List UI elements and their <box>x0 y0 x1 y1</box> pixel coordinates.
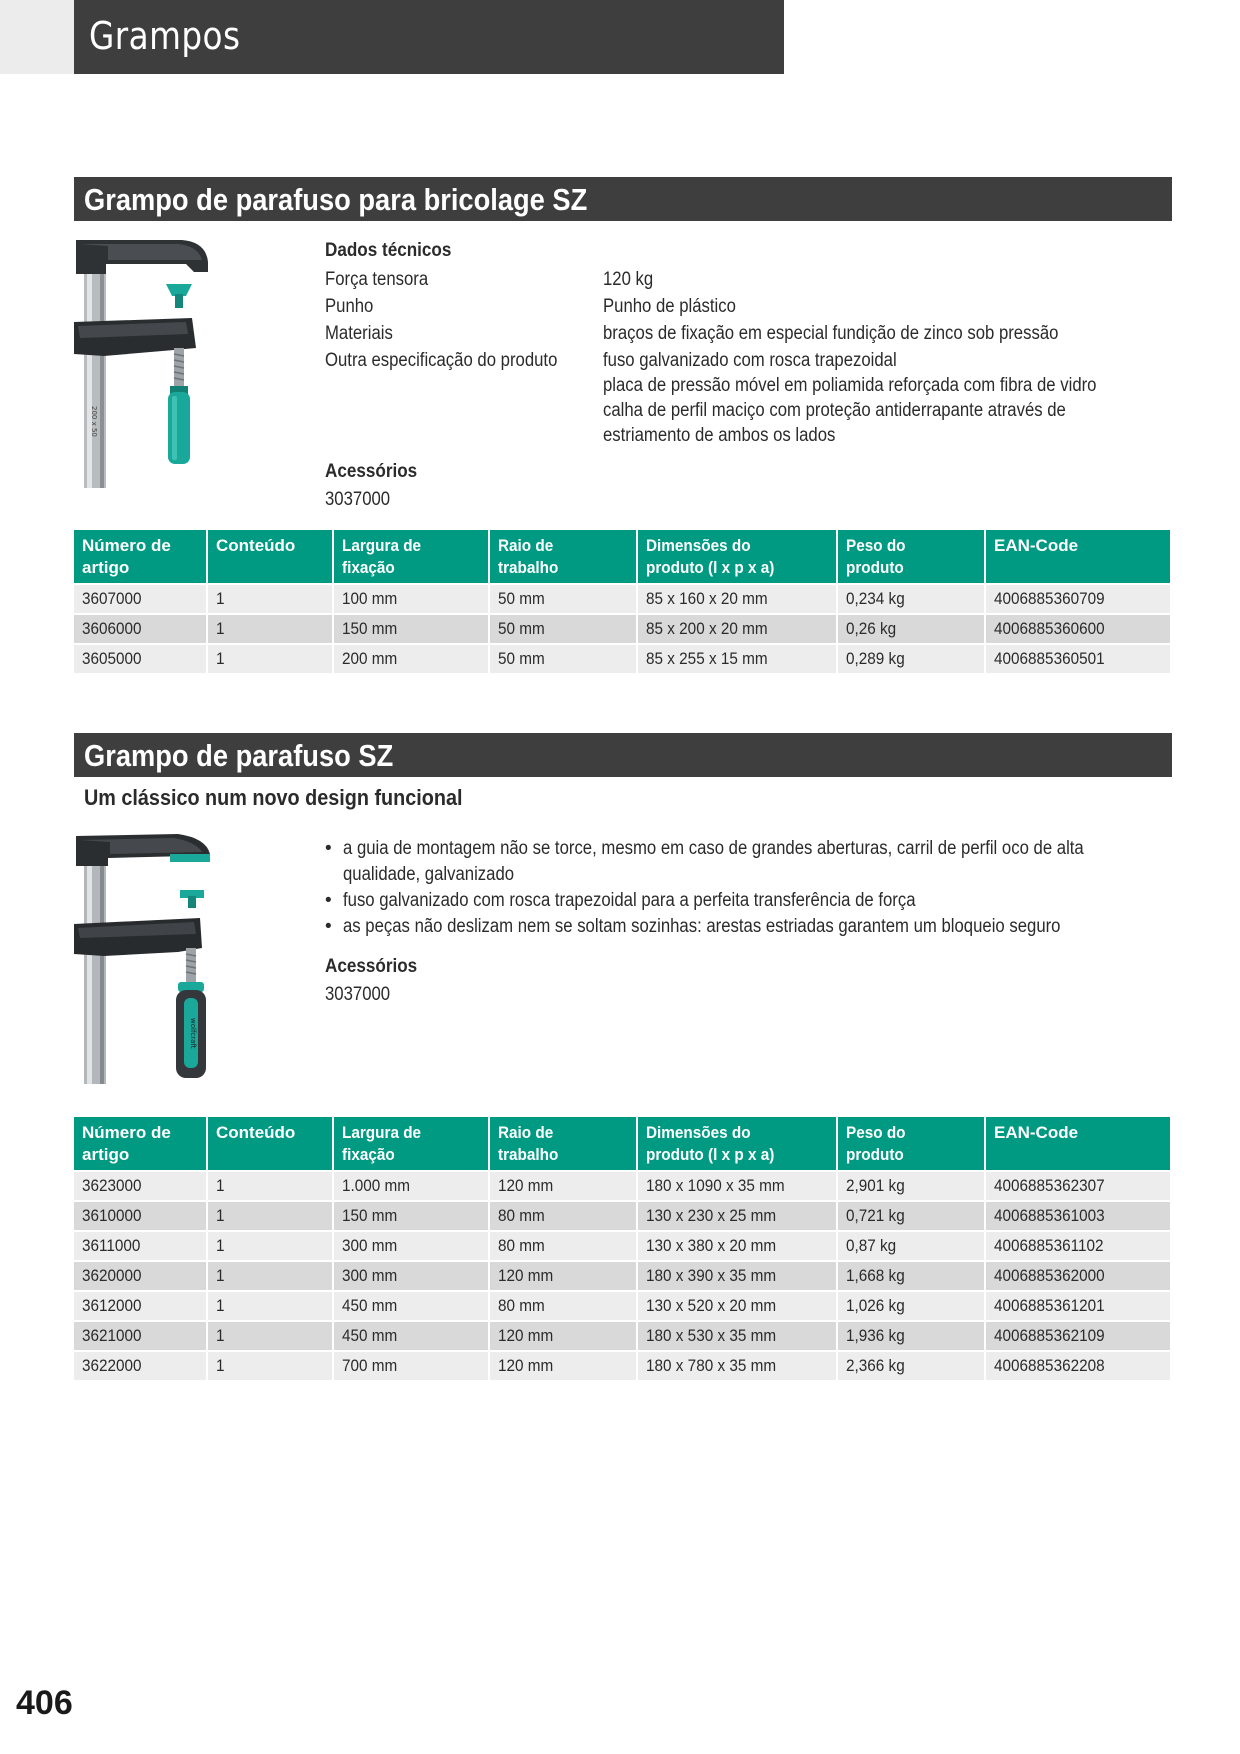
cell-work-radius: 120 mm <box>490 1170 638 1200</box>
cell-content: 1 <box>208 1290 334 1320</box>
cell-ean: 4006885361102 <box>986 1230 1170 1260</box>
cell-dimensions: 130 x 380 x 20 mm <box>638 1230 838 1260</box>
list-item: • a guia de montagem não se torce, mesmo em caso de grandes aberturas, carril de perfil oco de alta qualidade, galvanizado <box>325 838 1084 885</box>
list-item: • as peças não deslizam nem se soltam sozinhas: arestas estriadas garantem um bloqueio seguro <box>325 914 1145 940</box>
cell-article-number: 3607000 <box>74 583 208 613</box>
col-header-ean: EAN-Code <box>986 530 1170 583</box>
table-row <box>74 1290 1170 1320</box>
spec-label: Outra especificação do produto <box>325 350 558 371</box>
cell-dimensions: 85 x 255 x 15 mm <box>638 643 838 673</box>
cell-work-radius: 80 mm <box>490 1290 638 1320</box>
cell-weight: 1,668 kg <box>838 1260 986 1290</box>
accessories-value-1: 3037000 <box>325 489 391 510</box>
table-header-row <box>74 1117 1170 1170</box>
product-table-1 <box>74 530 1170 673</box>
cell-ean: 4006885360709 <box>986 583 1170 613</box>
cell-dimensions: 180 x 390 x 35 mm <box>638 1260 838 1290</box>
bullet-icon: • <box>325 890 332 911</box>
section-1-header <box>74 177 1172 221</box>
cell-content: 1 <box>208 1200 334 1230</box>
table-row <box>74 583 1170 613</box>
spec-value: placa de pressão móvel em poliamida reforçada com fibra de vidro <box>603 375 1097 396</box>
spec-label: Punho <box>325 296 374 317</box>
col-header-weight: Peso do produto <box>838 530 986 583</box>
table-row <box>74 1230 1170 1260</box>
col-header-work-radius: Raio de trabalho <box>490 530 638 583</box>
cell-work-radius: 120 mm <box>490 1320 638 1350</box>
cell-article-number: 3623000 <box>74 1170 208 1200</box>
col-header-work-radius: Raio de trabalho <box>490 1117 638 1170</box>
spec-value: 120 kg <box>603 269 654 290</box>
cell-ean: 4006885360600 <box>986 613 1170 643</box>
section-2-subtitle: Um clássico num novo design funcional <box>84 785 463 810</box>
list-item: • fuso galvanizado com rosca trapezoidal para a perfeita transferência de força <box>325 888 1145 914</box>
cell-clamp-width: 450 mm <box>334 1290 490 1320</box>
cell-weight: 1,026 kg <box>838 1290 986 1320</box>
cell-work-radius: 80 mm <box>490 1200 638 1230</box>
cell-article-number: 3612000 <box>74 1290 208 1320</box>
cell-content: 1 <box>208 1320 334 1350</box>
spec-value: calha de perfil maciço com proteção antiderrapante através de <box>603 400 1066 421</box>
cell-article-number: 3622000 <box>74 1350 208 1380</box>
cell-article-number: 3605000 <box>74 643 208 673</box>
clamp-product-image-1 <box>74 238 219 493</box>
cell-weight: 2,901 kg <box>838 1170 986 1200</box>
accessories-heading-1: Acessórios <box>325 461 418 482</box>
cell-content: 1 <box>208 1350 334 1380</box>
col-header-clamp-width: Largura de fixação <box>334 530 490 583</box>
col-header-article: Número de artigo <box>74 530 208 583</box>
cell-clamp-width: 300 mm <box>334 1260 490 1290</box>
cell-weight: 1,936 kg <box>838 1320 986 1350</box>
accessories-heading-2: Acessórios <box>325 956 418 977</box>
table-row <box>74 1320 1170 1350</box>
tech-specs <box>325 266 1175 466</box>
spec-value: fuso galvanizado com rosca trapezoidal <box>603 350 897 371</box>
col-header-dimensions: Dimensões do produto (l x p x a) <box>638 1117 838 1170</box>
cell-dimensions: 85 x 160 x 20 mm <box>638 583 838 613</box>
cell-dimensions: 180 x 530 x 35 mm <box>638 1320 838 1350</box>
page-header-bar <box>74 0 784 74</box>
product-table-2 <box>74 1117 1170 1380</box>
table-header-row <box>74 530 1170 583</box>
cell-clamp-width: 150 mm <box>334 613 490 643</box>
cell-dimensions: 85 x 200 x 20 mm <box>638 613 838 643</box>
cell-content: 1 <box>208 1260 334 1290</box>
col-header-article: Número de artigo <box>74 1117 208 1170</box>
bullet-icon: • <box>325 838 332 859</box>
cell-ean: 4006885361201 <box>986 1290 1170 1320</box>
cell-weight: 0,721 kg <box>838 1200 986 1230</box>
cell-clamp-width: 450 mm <box>334 1320 490 1350</box>
spec-label: Materiais <box>325 323 393 344</box>
section-1-title: Grampo de parafuso para bricolage SZ <box>84 182 588 217</box>
cell-ean: 4006885362109 <box>986 1320 1170 1350</box>
table-row <box>74 613 1170 643</box>
page-title: Grampos <box>89 14 241 58</box>
cell-dimensions: 130 x 230 x 25 mm <box>638 1200 838 1230</box>
col-header-weight: Peso do produto <box>838 1117 986 1170</box>
cell-article-number: 3611000 <box>74 1230 208 1260</box>
accessories-value-2: 3037000 <box>325 984 391 1005</box>
cell-weight: 0,87 kg <box>838 1230 986 1260</box>
spec-value: estriamento de ambos os lados <box>603 425 836 446</box>
col-header-content: Conteúdo <box>208 1117 334 1170</box>
cell-ean: 4006885362000 <box>986 1260 1170 1290</box>
cell-weight: 0,26 kg <box>838 613 986 643</box>
cell-content: 1 <box>208 613 334 643</box>
cell-work-radius: 50 mm <box>490 613 638 643</box>
cell-work-radius: 50 mm <box>490 643 638 673</box>
cell-work-radius: 120 mm <box>490 1260 638 1290</box>
cell-ean: 4006885360501 <box>986 643 1170 673</box>
cell-article-number: 3620000 <box>74 1260 208 1290</box>
col-header-dimensions: Dimensões do produto (l x p x a) <box>638 530 838 583</box>
cell-article-number: 3610000 <box>74 1200 208 1230</box>
svg-text:200 x 50: 200 x 50 <box>90 406 98 437</box>
cell-article-number: 3606000 <box>74 613 208 643</box>
cell-ean: 4006885361003 <box>986 1200 1170 1230</box>
tech-data-heading: Dados técnicos <box>325 240 452 261</box>
spec-value: Punho de plástico <box>603 296 736 317</box>
spec-value: braços de fixação em especial fundição de zinco sob pressão <box>603 323 1059 344</box>
cell-content: 1 <box>208 643 334 673</box>
cell-clamp-width: 100 mm <box>334 583 490 613</box>
section-2-header <box>74 733 1172 777</box>
cell-work-radius: 50 mm <box>490 583 638 613</box>
table-row <box>74 1350 1170 1380</box>
table-row <box>74 643 1170 673</box>
cell-content: 1 <box>208 1230 334 1260</box>
cell-weight: 0,289 kg <box>838 643 986 673</box>
table-row <box>74 1200 1170 1230</box>
col-header-clamp-width: Largura de fixação <box>334 1117 490 1170</box>
page-number: 406 <box>16 1684 73 1722</box>
cell-clamp-width: 700 mm <box>334 1350 490 1380</box>
cell-weight: 2,366 kg <box>838 1350 986 1380</box>
cell-work-radius: 80 mm <box>490 1230 638 1260</box>
feature-list <box>325 836 1145 940</box>
cell-ean: 4006885362307 <box>986 1170 1170 1200</box>
cell-clamp-width: 300 mm <box>334 1230 490 1260</box>
col-header-content: Conteúdo <box>208 530 334 583</box>
section-2-title: Grampo de parafuso SZ <box>84 738 394 773</box>
cell-dimensions: 130 x 520 x 20 mm <box>638 1290 838 1320</box>
table-row <box>74 1260 1170 1290</box>
cell-work-radius: 120 mm <box>490 1350 638 1380</box>
table-row <box>74 1170 1170 1200</box>
cell-clamp-width: 200 mm <box>334 643 490 673</box>
cell-article-number: 3621000 <box>74 1320 208 1350</box>
cell-content: 1 <box>208 1170 334 1200</box>
header-corner <box>0 0 74 74</box>
cell-dimensions: 180 x 1090 x 35 mm <box>638 1170 838 1200</box>
cell-content: 1 <box>208 583 334 613</box>
cell-ean: 4006885362208 <box>986 1350 1170 1380</box>
cell-weight: 0,234 kg <box>838 583 986 613</box>
cell-clamp-width: 1.000 mm <box>334 1170 490 1200</box>
spec-label: Força tensora <box>325 269 429 290</box>
cell-clamp-width: 150 mm <box>334 1200 490 1230</box>
col-header-ean: EAN-Code <box>986 1117 1170 1170</box>
bullet-icon: • <box>325 916 332 937</box>
cell-dimensions: 180 x 780 x 35 mm <box>638 1350 838 1380</box>
clamp-product-image-2 <box>74 832 224 1087</box>
svg-text:wolfcraft: wolfcraft <box>189 1018 197 1049</box>
